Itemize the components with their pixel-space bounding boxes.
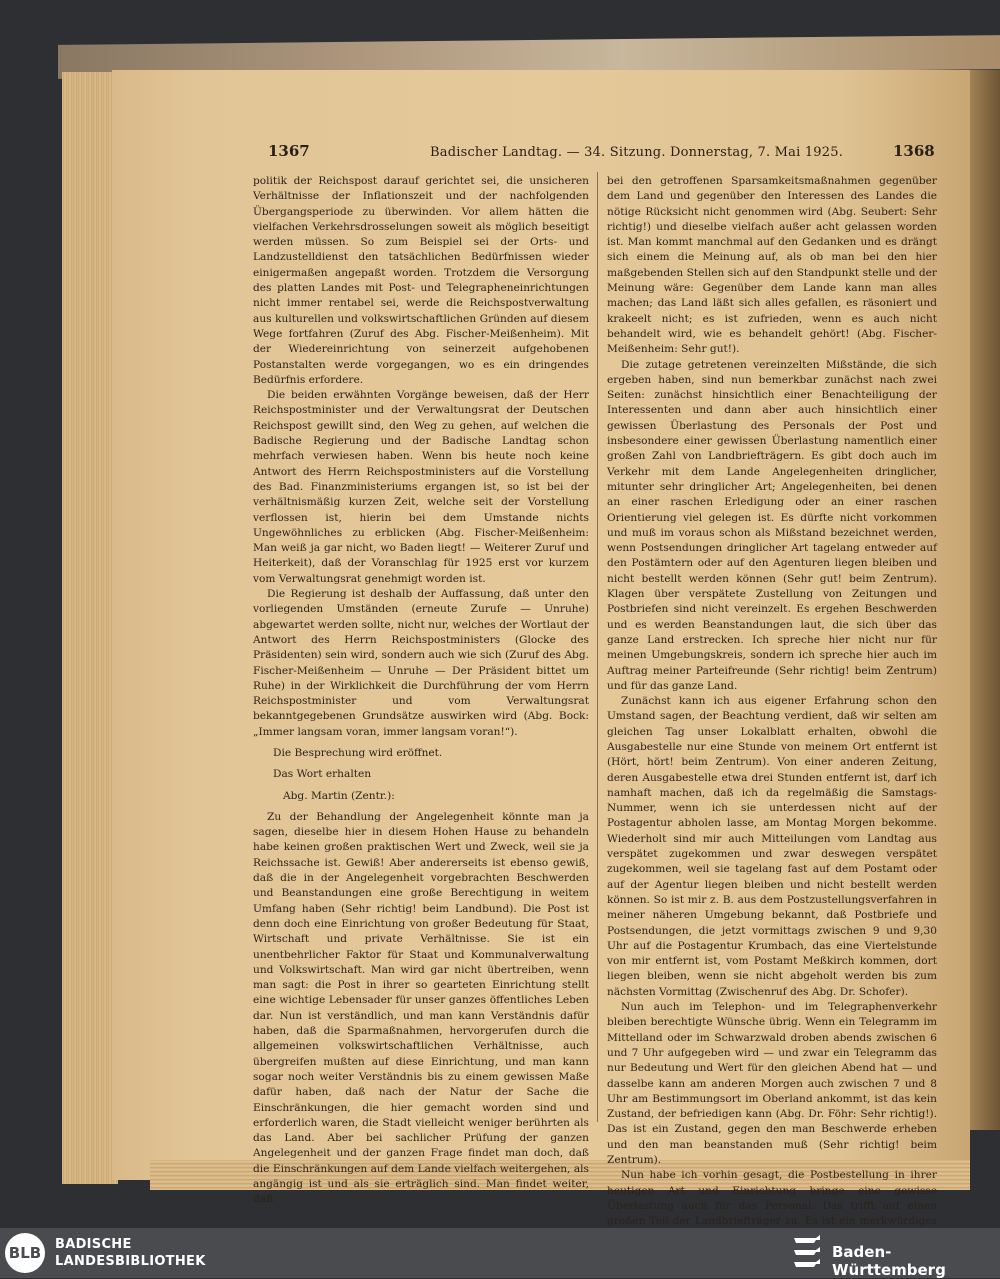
book-cover-right [965,70,1000,1130]
speaker-heading: Abg. Martin (Zentr.): [283,789,395,802]
page-edges [62,72,118,1184]
paragraph: Zunächst kann ich aus eigener Erfahrung schon den Umstand sagen, der Beachtung verdient, daß wir selten am gleichen Tag unser Lokalblatt erhalten, obwohl die Ausgabestelle nur eine Stunde von meinem Ort entfernt ist (Hört, hört! beim Zentrum). Von einer anderen Zeitung, deren Ausgabestelle etwa drei Stunden entfernt ist, darf ich namhaft machen, daß ich da regelmäßig die Samstags-Nummer, wenn ich sie unterdessen nicht auf der Postagentur abholen lasse, am Montag Morgen bekomme. Wiederholt sind mir auch Mitteilungen vom Landtag aus verspätet zugekommen und zwar deswegen verspätet zugekommen, weil sie tagelang fast auf dem Postamt oder auf der Agentur liegen bleiben und nicht bestellt werden können. So ist mir z. B. aus dem Postzustellungsverfahren in meiner näheren Umgebung bekannt, daß Postbriefe und Postsendungen, die jetzt vormittags zwischen 9 und 9,30 Uhr auf die Postagentur Krumbach, das eine Viertelstunde von mir entfernt ist, vom Postamt Meßkirch kommen, dort liegen bleiben, wenn sie nicht abgeholt werden bis zum nächsten Vormittag (Zwischenruf des Abg. Dr. Schofer). [607,695,937,998]
right-column [607,174,937,1260]
library-line-2: LANDESBIBLIOTHEK [55,1254,206,1269]
paragraph: Nun habe ich vorhin gesagt, die Postbestellung in ihrer heutigen Art und Einrichtung bringe eine gewisse Überlastung auch für das Personal. Das trifft auf einen großen Teil der Landbriefträger zu. Es ist ein merkwürdiges [607,1169,937,1228]
coat-of-arms-lions-icon [790,1232,824,1272]
column-divider [597,172,598,1122]
paragraph: bei den getroffenen Sparsamkeitsmaßnahmen gegenüber dem Land und gegenüber den Interessen des Landes die nötige Rücksicht nicht genommen wird (Abg. Seubert: Sehr richtig!) und dieselbe vielfach außer acht gelassen worden ist. Man kommt manchmal auf den Gedanken und es drängt sich einem die Meinung auf, als ob man bei den hier maßgebenden Stellen sich auf den Standpunkt stelle und der Meinung wäre: Gegenüber dem Lande kann man alles machen; das Land läßt sich alles gefallen, es räsoniert und krakeelt nicht; es ist zufrieden, wenn es auch nicht behandelt wird, wie es behandelt gehört! (Abg. Fischer-Meißenheim: Sehr gut!). [607,175,937,356]
besprechung-line: Die Besprechung wird eröffnet. [273,746,443,759]
wort-line: Das Wort erhalten [273,768,372,781]
speech-paragraph: Zu der Behandlung der Angelegenheit könnte man ja sagen, dieselbe hier in diesem Hohen Hause zu behandeln habe keinen großen praktischen Wert und Zweck, weil sie ja Reichssache ist. Gewiß! Aber andererseits ist ebenso gewiß, daß die in der Angelegenheit vorgebrachten Beschwerden und Beanstandungen eine große Berechtigung in weitem Umfang haben (Sehr richtig! beim Landbund). Die Post ist denn doch eine Einrichtung von großer Bedeutung für Staat, Wirtschaft und private Verhältnisse. Sie ist ein unentbehrlicher Faktor für Staat und Kommunalverwaltung und Volkswirtschaft. Man wird gar nicht übertreiben, wenn man sagt: die Post in ihrer so gearteten Einrichtung stellt eine wichtige Lebensader für unser ganzes öffentliches Leben dar. Nun ist verständlich, und man kann Verständnis dafür haben, daß die Sparmaßnahmen, hervorgerufen durch die allgemeinen volkswirtschaftlichen Verhältnisse, auch übergreifen mußten auf diese Einrichtung, und man kann sogar noch weiter Verständnis bis zu einem gewissen Maße dafür haben, daß nach der Natur der Sache die Einschränkungen, die hier gemacht worden sind und erforderlich waren, die Stadt vielleicht weniger berührten als das Land. Aber bei sachlicher Prüfung der ganzen Angelegenheit und der ganzen Frage findet man doch, daß die Einschränkungen auf dem Lande vielfach weitergehen, als angängig ist und als sie erträglich sind. Man findet weiter, daß [253,810,589,1206]
blb-logo[interactable]: BLB [5,1233,45,1273]
library-line-1: BADISCHE [55,1237,132,1252]
paragraph: politik der Reichspost darauf gerichtet sei, die unsicheren Verhältnisse der Inflationszeit und der nachfolgenden Übergangsperiode zu überwinden. Vor allem hätten die vielfachen Verkehrsdrosselungen soweit als möglich beseitigt werden müssen. So zum Beispiel sei der Orts- und Landzustelldienst den tatsächlichen Bedürfnissen wieder einigermaßen angepaßt worden. Trotzdem die Versorgung des platten Landes mit Post- und Telegrapheneinrichtungen nicht immer rentabel sei, werde die Reichspostverwaltung aus kulturellen und volkswirtschaftlichen Gründen auf diesem Wege fortfahren (Zuruf des Abg. Fischer-Meißenheim). Mit der Wiedereinrichtung von seinerzeit aufgehobenen Postanstalten werde vorgegangen, wo es ein dringendes Bedürfnis erfordere. [253,175,589,386]
paragraph: Die beiden erwähnten Vorgänge beweisen, daß der Herr Reichspostminister und der Verwaltungsrat der Deutschen Reichspost gewillt sind, den Weg zu gehen, auf welchen die Badische Regierung und der Badische Landtag schon mehrfach verwiesen haben. Wenn bis heute noch keine Antwort des Herrn Reichspostministers auf die Vorstellung des Bad. Finanzministeriums ergangen ist, so ist bei der verhältnismäßig kurzen Zeit, welche seit der Vorstellung verflossen ist, hierin bei dem Umstande nichts Ungewöhnliches zu erblicken (Abg. Fischer-Meißenheim: Man weiß ja gar nicht, wo Baden liegt! — Weiterer Zuruf und Heiterkeit), daß der Voranschlag für 1925 erst vor kurzem vom Verwaltungsrat genehmigt worden ist. [253,389,589,585]
paragraph: Die Regierung ist deshalb der Auffassung, daß unter den vorliegenden Umständen (erneute Zurufe — Unruhe) abgewartet werden sollte, nicht nur, welches der Wortlaut der Antwort des Herrn Reichspostministers (Glocke des Präsidenten) sein wird, sondern auch wie sich (Zuruf des Abg. Fischer-Meißenheim — Unruhe — Der Präsident bittet um Ruhe) in der Wirklichkeit die Durchführung der vom Herrn Reichspostminister und vom Verwaltungsrat bekanntgegebenen Grundsätze auswirken wird (Abg. Bock: „Immer langsam voran, immer langsam voran!“). [253,588,589,738]
paragraph: Nun auch im Telephon- und im Telegraphenverkehr bleiben berechtigte Wünsche übrig. Wenn ein Telegramm im Mittelland oder im Schwarzwald droben abends zwischen 6 und 7 Uhr aufgegeben wird — und zwar ein Telegramm das nur Bedeutung und Wert für den gleichen Abend hat — und dasselbe kann am anderen Morgen auch zwischen 7 und 8 Uhr am Bestimmungsort im Oberland ankommt, ist das kein Zustand, der befriedigen kann (Abg. Dr. Föhr: Sehr richtig!). Das ist ein Zustand, gegen den man Beschwerde erheben und den man beanstanden muß (Sehr richtig! beim Zentrum). [607,1001,937,1166]
right-page-number: 1368 [893,142,935,160]
library-name[interactable] [55,1236,206,1270]
paragraph: Die zutage getretenen vereinzelten Mißstände, die sich ergeben haben, sind nun bemerkbar zunächst nach zwei Seiten: zunächst hinsichtlich einer Benachteiligung der Interessenten und dann aber auch hinsichtlich einer gewissen Überlastung des Personals der Post und insbesondere einer gewissen Überlastung namentlich einer großen Zahl von Landbriefträgern. Es gibt doch auch im Verkehr mit dem Lande Angelegenheiten dringlicher, mitunter sehr dringlicher Art; Angelegenheiten, bei denen an einer raschen Erledigung oder an einer raschen Orientierung viel gelegen ist. Es dürfte nicht vorkommen und muß im voraus schon als Mißstand bezeichnet werden, wenn Postsendungen dringlicher Art tagelang entweder auf den Postämtern oder auf den Agenturen liegen bleiben und nicht bestellt werden können (Sehr gut! beim Zentrum). Klagen über verspätete Zustellung von Zeitungen und Postbriefen sind nicht vereinzelt. Es ergehen Beschwerden und es werden Beanstandungen laut, die sich über das ganze Land erstrecken. Ich spreche hier nicht nur für meinen Umgebungskreis, sondern ich spreche hier auch im Auftrag meiner Parteifreunde (Sehr richtig! beim Zentrum) und für das ganze Land. [607,358,937,692]
left-column [253,174,589,1208]
left-page-number: 1367 [268,142,310,160]
running-header: Badischer Landtag. — 34. Sitzung. Donnerstag, 7. Mai 1925. [430,145,844,160]
state-name[interactable]: Baden-Württemberg [832,1243,946,1279]
